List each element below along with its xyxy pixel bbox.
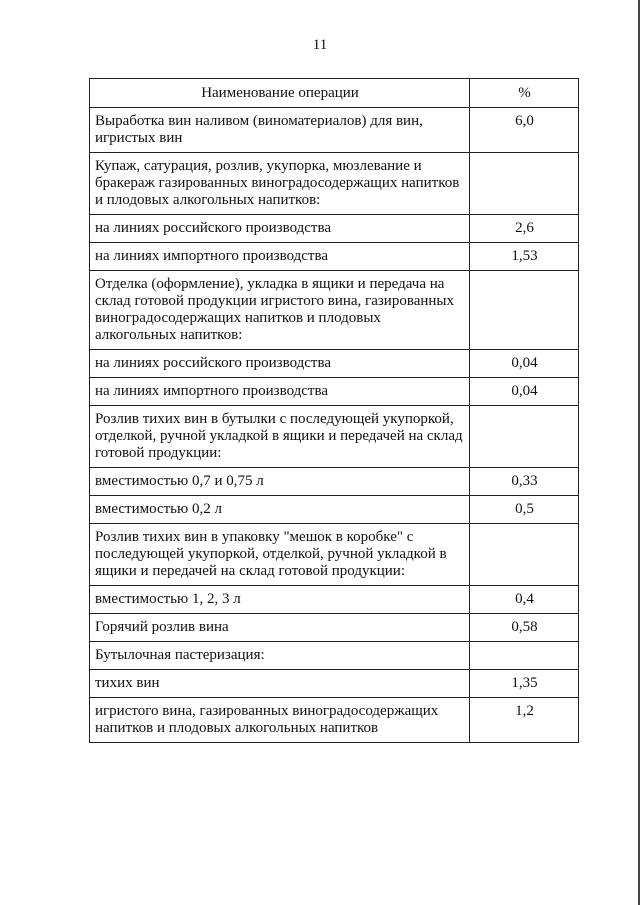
percent-cell: 0,33 — [470, 468, 579, 496]
table-row — [90, 350, 579, 378]
table-row — [90, 243, 579, 271]
operation-cell: Розлив тихих вин в бутылки с последующей укупоркой, отделкой, ручной укладкой в ящики и передачей на склад готовой продукции: — [90, 406, 470, 468]
table-row — [90, 614, 579, 642]
operation-cell: Бутылочная пастеризация: — [90, 642, 470, 670]
header-operation: Наименование операции — [90, 79, 470, 108]
percent-cell: 0,04 — [470, 350, 579, 378]
percent-cell — [470, 406, 579, 468]
operation-cell: Розлив тихих вин в упаковку "мешок в коробке" с последующей укупоркой, отделкой, ручной укладкой в ящики и передачей на склад готовой продукции: — [90, 524, 470, 586]
operation-cell: Купаж, сатурация, розлив, укупорка, мюзлевание и бракераж газированных виноградосодержащих напитков и плодовых алкогольных напитков: — [90, 153, 470, 215]
table-row — [90, 406, 579, 468]
table-row — [90, 468, 579, 496]
table-row — [90, 524, 579, 586]
table-row — [90, 215, 579, 243]
operations-table — [89, 78, 579, 743]
percent-cell — [470, 524, 579, 586]
operation-cell: игристого вина, газированных виноградосодержащих напитков и плодовых алкогольных напитков — [90, 698, 470, 743]
percent-cell — [470, 153, 579, 215]
table-row — [90, 378, 579, 406]
page-number: 11 — [312, 37, 328, 53]
header-percent: % — [470, 79, 579, 108]
percent-cell: 1,35 — [470, 670, 579, 698]
table-row — [90, 108, 579, 153]
operation-cell: на линиях импортного производства — [90, 378, 470, 406]
operation-cell: вместимостью 1, 2, 3 л — [90, 586, 470, 614]
table-header-row — [90, 79, 579, 108]
operation-cell: вместимостью 0,7 и 0,75 л — [90, 468, 470, 496]
operation-cell: на линиях российского производства — [90, 350, 470, 378]
table-row — [90, 153, 579, 215]
table-row — [90, 698, 579, 743]
table-row — [90, 670, 579, 698]
operation-cell: вместимостью 0,2 л — [90, 496, 470, 524]
percent-cell: 0,4 — [470, 586, 579, 614]
percent-cell: 1,53 — [470, 243, 579, 271]
percent-cell: 2,6 — [470, 215, 579, 243]
percent-cell — [470, 271, 579, 350]
percent-cell: 1,2 — [470, 698, 579, 743]
operation-cell: на линиях российского производства — [90, 215, 470, 243]
operation-cell: тихих вин — [90, 670, 470, 698]
operation-cell: Горячий розлив вина — [90, 614, 470, 642]
operation-cell: Выработка вин наливом (виноматериалов) для вин, игристых вин — [90, 108, 470, 153]
percent-cell: 0,5 — [470, 496, 579, 524]
percent-cell — [470, 642, 579, 670]
table-row — [90, 586, 579, 614]
table-row — [90, 271, 579, 350]
percent-cell: 6,0 — [470, 108, 579, 153]
operation-cell: Отделка (оформление), укладка в ящики и передача на склад готовой продукции игристого вина, газированных виноградосодержащих напитков и плодовых алкогольных напитков: — [90, 271, 470, 350]
percent-cell: 0,58 — [470, 614, 579, 642]
operation-cell: на линиях импортного производства — [90, 243, 470, 271]
table-row — [90, 642, 579, 670]
percent-cell: 0,04 — [470, 378, 579, 406]
table-row — [90, 496, 579, 524]
